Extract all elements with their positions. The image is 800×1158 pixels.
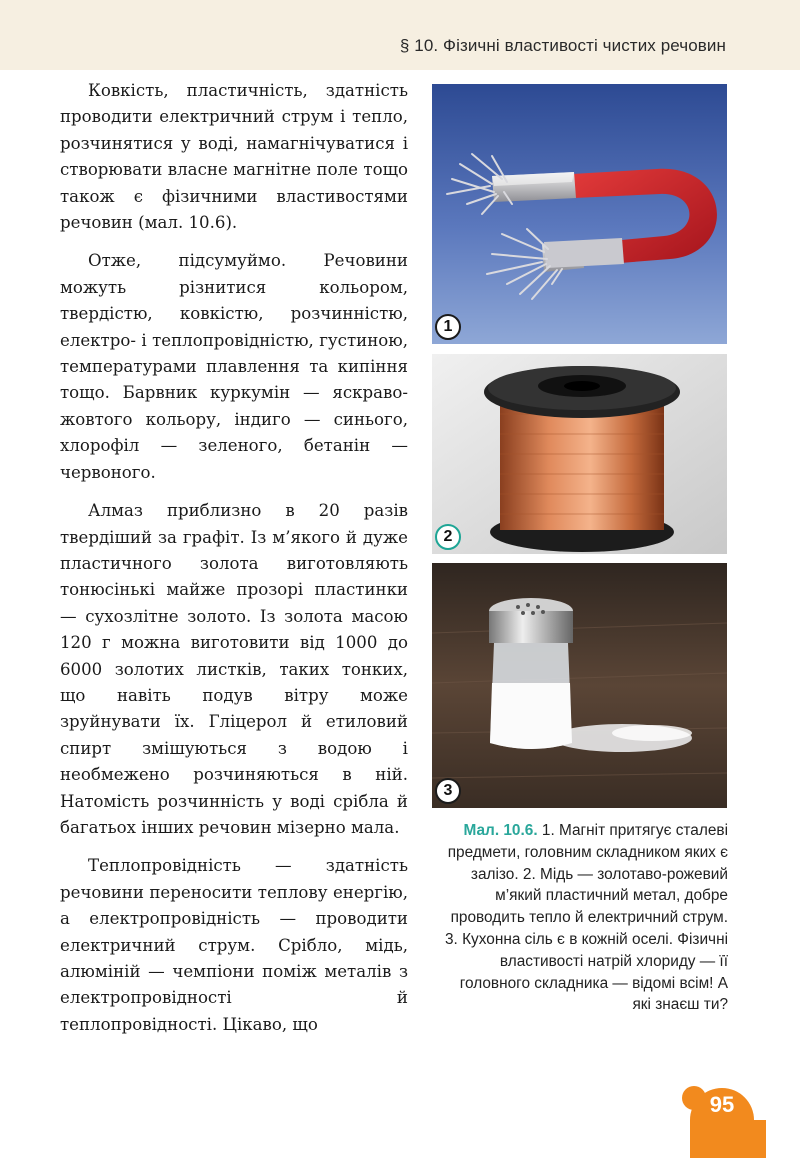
paragraph-4: Теплопровідність — здатність речовини переносити теплову енергію, а електропровідність — проводити електричний струм. Срібло, мідь, алюміній — чемпіони поміж металів з електропровідності й теплопровідності. Цікаво, що [60, 856, 408, 1034]
figure-copper-wire [432, 354, 727, 554]
copper-spool-illustration [432, 354, 727, 554]
figure-number-badge: 1 [435, 314, 461, 340]
figure-salt-shaker [432, 563, 727, 808]
page-number-badge [682, 1078, 766, 1158]
figure-number-badge: 2 [435, 524, 461, 550]
paragraph-1: Ковкість, пластичність, здатність проводити електричний струм і тепло, розчинятися у воді, намагнічуватися і створювати власне магнітне поле тощо також є фізичними властивостями речовин (мал. 10.6). [60, 81, 408, 233]
page-header [0, 0, 800, 70]
caption-text: 1. Магніт притягує сталеві предмети, головним складником яких є залізо. 2. Мідь — золотаво-рожевий м’який пластичний метал, добре проводить тепло й електричний струм. 3. Кухонна сіль є в кожній оселі. Фізичні властивості натрій хлориду — її головного складника — відомі всім! А які знаєш ти? [444, 822, 728, 1014]
paragraph-3: Алмаз приблизно в 20 разів твердіший за графіт. Із м’якого й дуже пластичного золота виготовляють тонюсінькі майже прозорі пластинки — сухозлітне золото. Із золота масою 120 г можна виготовити від 1000 до 6000 золотих листків, таких тонких, що навіть подув вітру може зруйнувати їх. Гліцерол й етиловий спирт змішуються з водою і необмежено розчиняються в ній. Натомість розчинність у воді срібла й багатьох інших речовин мізерно мала. [60, 501, 408, 837]
figure-caption [440, 820, 728, 1016]
figure-magnet [432, 84, 727, 344]
paragraph-2: Отже, підсумуймо. Речовини можуть різнитися кольором, твердістю, ковкістю, розчинністю, електро- і теплопровідністю, густиною, температурами плавлення та кипіння тощо. Барвник куркумін — яскраво-жовтого кольору, індиго — синього, хлорофіл — зеленого, бетанін — червоного. [60, 251, 408, 482]
body-text [60, 78, 408, 1050]
figure-number-badge: 3 [435, 778, 461, 804]
salt-shaker-illustration [432, 563, 727, 808]
magnet-illustration [432, 84, 727, 344]
section-title: § 10. Фізичні властивості чистих речовин [399, 36, 726, 55]
page-number: 95 [709, 1092, 735, 1117]
caption-label: Мал. 10.6. [463, 822, 538, 839]
